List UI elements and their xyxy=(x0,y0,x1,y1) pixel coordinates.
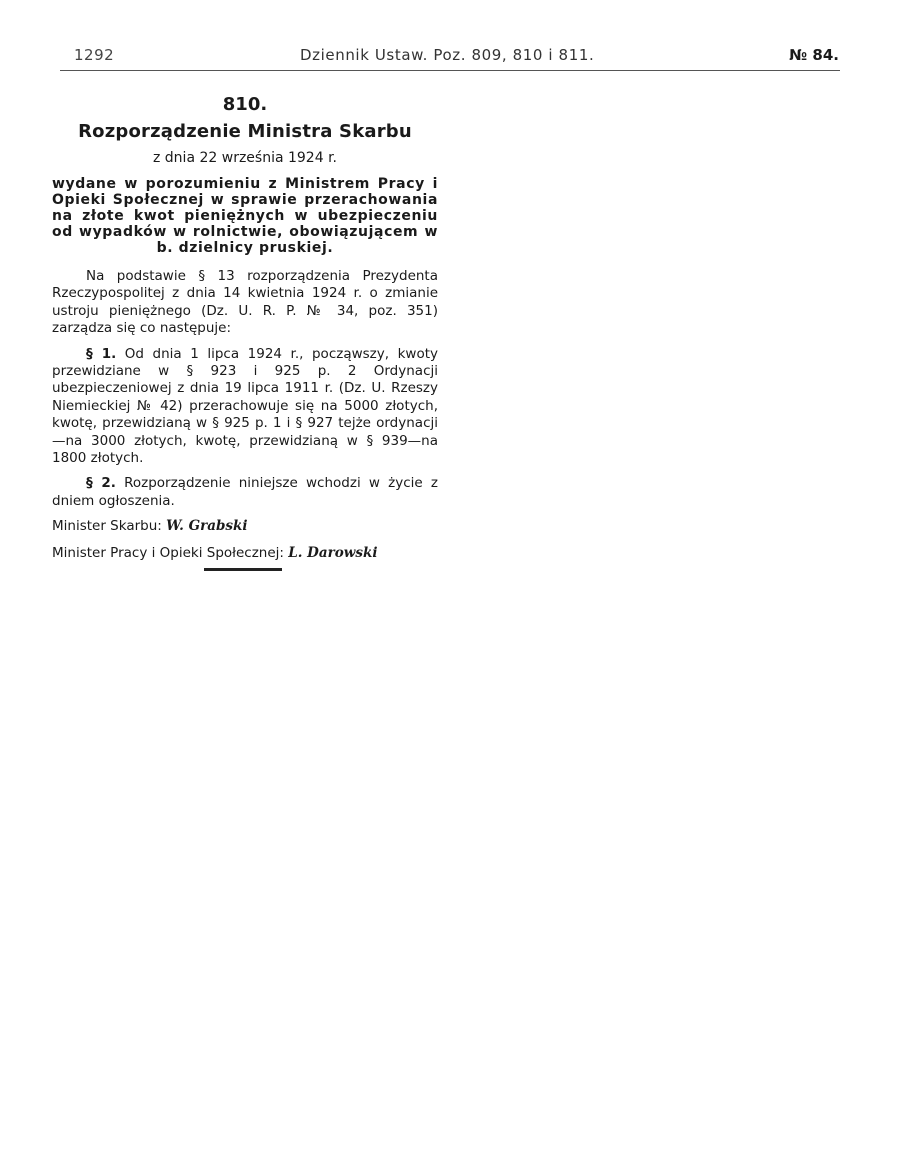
act-title: Rozporządzenie Ministra Skarbu xyxy=(78,121,412,142)
header-divider xyxy=(60,70,840,71)
section-2-label: § 2. xyxy=(86,475,116,492)
page-header xyxy=(60,46,845,68)
end-divider xyxy=(204,568,282,571)
act-subject: wydane w porozumieniu z Ministrem Pracy i Opieki Społecznej w sprawie przerachowania na złote kwot pieniężnych w ubezpieczeniu od wypadków w rolnictwie, obowiązującem w b. dzielnicy pruskiej. xyxy=(52,176,438,256)
signature-2 xyxy=(52,545,438,562)
signature-1-name: W. Grabski xyxy=(166,518,248,535)
act-date: z dnia 22 września 1924 r. xyxy=(153,150,337,166)
signature-2-role: Minister Pracy i Opieki Społecznej: xyxy=(52,545,284,562)
signature-2-name: L. Darowski xyxy=(288,545,378,562)
act-number: 810. xyxy=(222,94,268,115)
section-1-text: Od dnia 1 lipca 1924 r., począwszy, kwoty przewidziane w § 923 i 925 p. 2 Ordynacji ubezpieczeniowej z dnia 19 lipca 1911 r. (Dz. U. Rzeszy Niemieckiej № 42) przerachowuje się na 5000 złotych, kwotę, przewidzianą w § 925 p. 1 i § 927 tejże ordynacji—na 3000 złotych, kwotę, przewidzianą w § 939—na 1800 złotych. xyxy=(52,345,438,467)
section-2 xyxy=(52,475,438,510)
preamble: Na podstawie § 13 rozporządzenia Prezydenta Rzeczypospolitej z dnia 14 kwietnia 1924 r. o zmianie ustroju pieniężnego (Dz. U. R. P. № 34, poz. 351) zarządza się co następuje: xyxy=(52,268,438,337)
signature-1-role: Minister Skarbu: xyxy=(52,518,162,535)
signature-1 xyxy=(52,518,438,535)
page-number: 1292 xyxy=(74,46,115,64)
issue-number: № 84. xyxy=(789,46,839,64)
act-column xyxy=(52,94,438,562)
journal-title: Dziennik Ustaw. Poz. 809, 810 i 811. xyxy=(300,46,595,64)
section-1 xyxy=(52,346,438,468)
section-2-text: Rozporządzenie niniejsze wchodzi w życie z dniem ogłoszenia. xyxy=(52,475,438,509)
section-1-label: § 1. xyxy=(86,345,117,362)
